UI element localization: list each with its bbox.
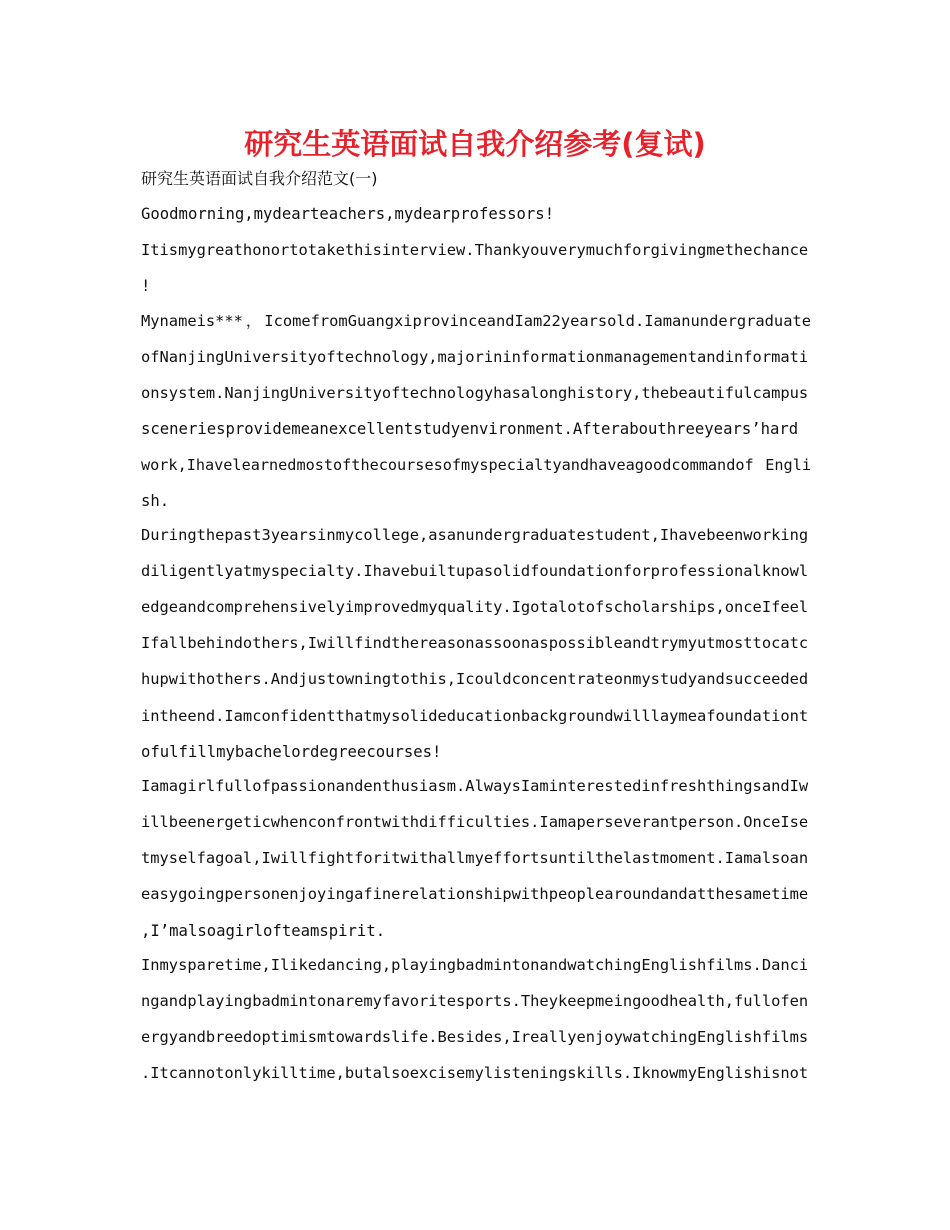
text-line: sh.: [141, 492, 170, 510]
text-line: ergyandbreedoptimismtowardslife.Besides,IreallyenjoywatchingEnglishfilms: [141, 1028, 809, 1046]
text-line: intheend.Iamconfidentthatmysolideducationbackgroundwilllaymeafoundationt: [141, 707, 809, 725]
text-line: diligentlyatmyspecialty.Ihavebuiltupasolidfoundationforprofessionalknowl: [141, 562, 809, 580]
text-line: ofulfillmybachelordegreecourses!: [141, 743, 442, 761]
document-title: 研究生英语面试自我介绍参考(复试): [244, 127, 706, 161]
text-line: hupwithothers.Andjustowningtothis,Icouldconcentrateonmystudyandsucceeded: [141, 670, 809, 688]
text-line: Itismygreathonortotakethisinterview.Thankyouverymuchforgivingmethechance: [141, 241, 809, 259]
text-line: Duringthepast3yearsinmycollege,asanundergraduatestudent,Ihavebeenworking: [141, 526, 809, 544]
text-line: easygoingpersonenjoyingafinerelationshipwithpeoplearoundandatthesametime: [141, 885, 809, 903]
text-line: illbeenergeticwhenconfrontwithdifficulties.Iamaperseverantperson.OnceIse: [141, 813, 809, 831]
text-line: Goodmorning,mydearteachers,mydearprofessors!: [141, 205, 555, 223]
text-line: Iamagirlfullofpassionandenthusiasm.AlwaysIaminterestedinfreshthingsandIw: [141, 777, 809, 795]
text-line: tmyselfagoal,Iwillfightforitwithallmyeffortsuntilthelastmoment.Iamalsoan: [141, 849, 809, 867]
text-line: ngandplayingbadmintonaremyfavoritesports.Theykeepmeingoodhealth,fullofen: [141, 992, 809, 1010]
text-line: sceneriesprovidemeanexcellentstudyenvironment.Afterabouthreeyears’hard: [141, 420, 799, 438]
text-line: !: [141, 277, 151, 295]
text-line: Inmysparetime,Ilikedancing,playingbadmintonandwatchingEnglishfilms.Danci: [141, 956, 809, 974]
document-subtitle: 研究生英语面试自我介绍范文(一): [141, 169, 378, 188]
text-line: work,Ihavelearnedmostofthecoursesofmyspecialtyandhaveagoodcommandof Engli: [141, 456, 811, 474]
text-line: .Itcannotonlykilltime,butalsoexcisemylisteningskills.IknowmyEnglishisnot: [141, 1064, 809, 1082]
text-line: Ifallbehindothers,Iwillfindthereasonassoonaspossibleandtrymyutmosttocatc: [141, 634, 809, 652]
text-line: ofNanjingUniversityoftechnology,majorininformationmanagementandinformati: [141, 348, 809, 366]
text-line: ,I’malsoagirlofteamspirit.: [141, 922, 386, 940]
text-line: Mynameis***，IcomefromGuangxiprovinceandIam22yearsold.Iamanundergraduate: [141, 312, 811, 330]
text-line: edgeandcomprehensivelyimprovedmyquality.Igotalotofscholarships,onceIfeel: [141, 598, 809, 616]
text-line: onsystem.NanjingUniversityoftechnologyhasalonghistory,thebeautifulcampus: [141, 384, 809, 402]
